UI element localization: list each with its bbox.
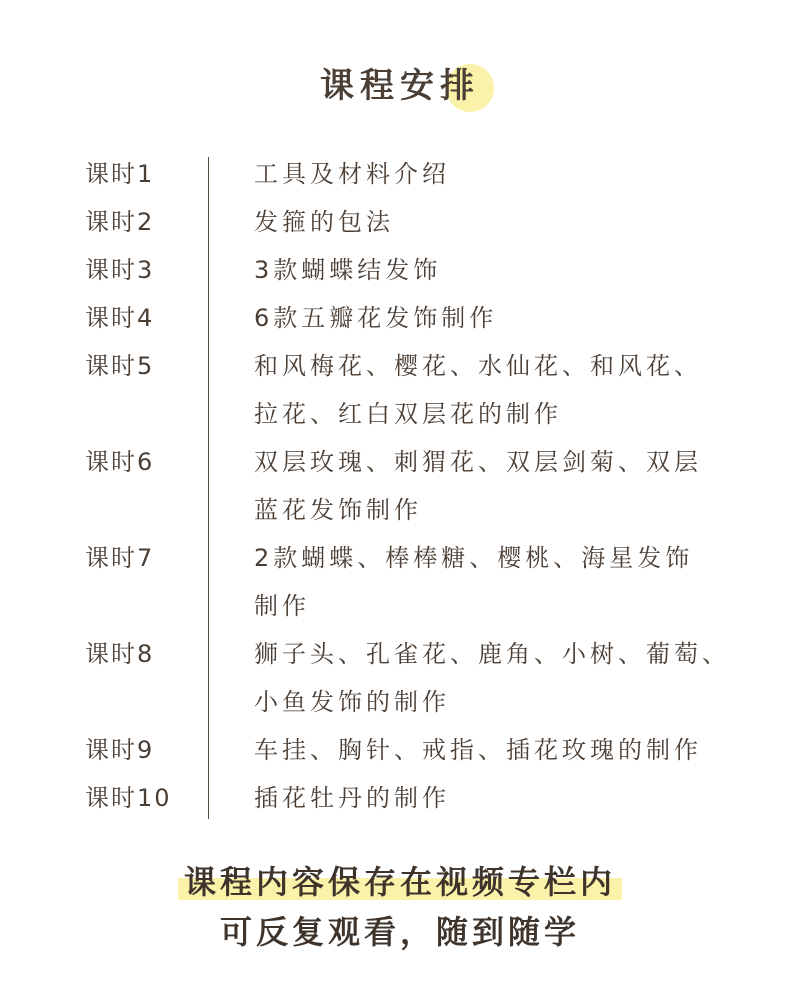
lesson-content: 6款五瓣花发饰制作: [254, 304, 498, 332]
lesson-label: 课时6: [85, 448, 155, 476]
footer-highlight-wrap: [184, 858, 616, 906]
course-schedule: [0, 150, 800, 822]
lesson-content: 3款蝴蝶结发饰: [254, 256, 442, 284]
schedule-row: [0, 246, 800, 294]
lesson-content: 车挂、胸针、戒指、插花玫瑰的制作: [254, 736, 702, 764]
schedule-row: [0, 294, 800, 342]
lesson-content: 和风梅花、樱花、水仙花、和风花、 拉花、红白双层花的制作: [254, 352, 702, 428]
lesson-label: 课时3: [85, 256, 155, 284]
lesson-label: 课时9: [85, 736, 155, 764]
lesson-content: 工具及材料介绍: [254, 160, 450, 188]
schedule-row: [0, 630, 800, 726]
footer-tagline: 课程内容保存在视频专栏内: [183, 863, 616, 901]
schedule-row: [0, 342, 800, 438]
lesson-label: 课时7: [85, 544, 155, 572]
schedule-row: [0, 438, 800, 534]
lesson-content: 发箍的包法: [254, 208, 394, 236]
header: [0, 58, 800, 107]
schedule-row: [0, 774, 800, 822]
footer: [0, 858, 800, 956]
lesson-label: 课时1: [85, 160, 155, 188]
lesson-content: 2款蝴蝶、棒棒糖、樱桃、海星发饰 制作: [254, 544, 694, 620]
lesson-label: 课时8: [85, 640, 155, 668]
schedule-row: [0, 198, 800, 246]
lesson-label: 课时5: [85, 352, 155, 380]
lesson-label: 课时4: [85, 304, 155, 332]
lesson-content: 插花牡丹的制作: [254, 784, 450, 812]
footer-subtagline: 可反复观看，随到随学: [219, 913, 580, 951]
schedule-row: [0, 534, 800, 630]
schedule-row: [0, 726, 800, 774]
lesson-content: 双层玫瑰、刺猬花、双层剑菊、双层 蓝花发饰制作: [254, 448, 702, 524]
lesson-label: 课时2: [85, 208, 155, 236]
lesson-label: 课时10: [85, 784, 172, 812]
lesson-content: 狮子头、孔雀花、鹿角、小树、葡萄、 小鱼发饰的制作: [254, 640, 730, 716]
schedule-row: [0, 150, 800, 198]
page-title: 课程安排: [320, 66, 480, 106]
